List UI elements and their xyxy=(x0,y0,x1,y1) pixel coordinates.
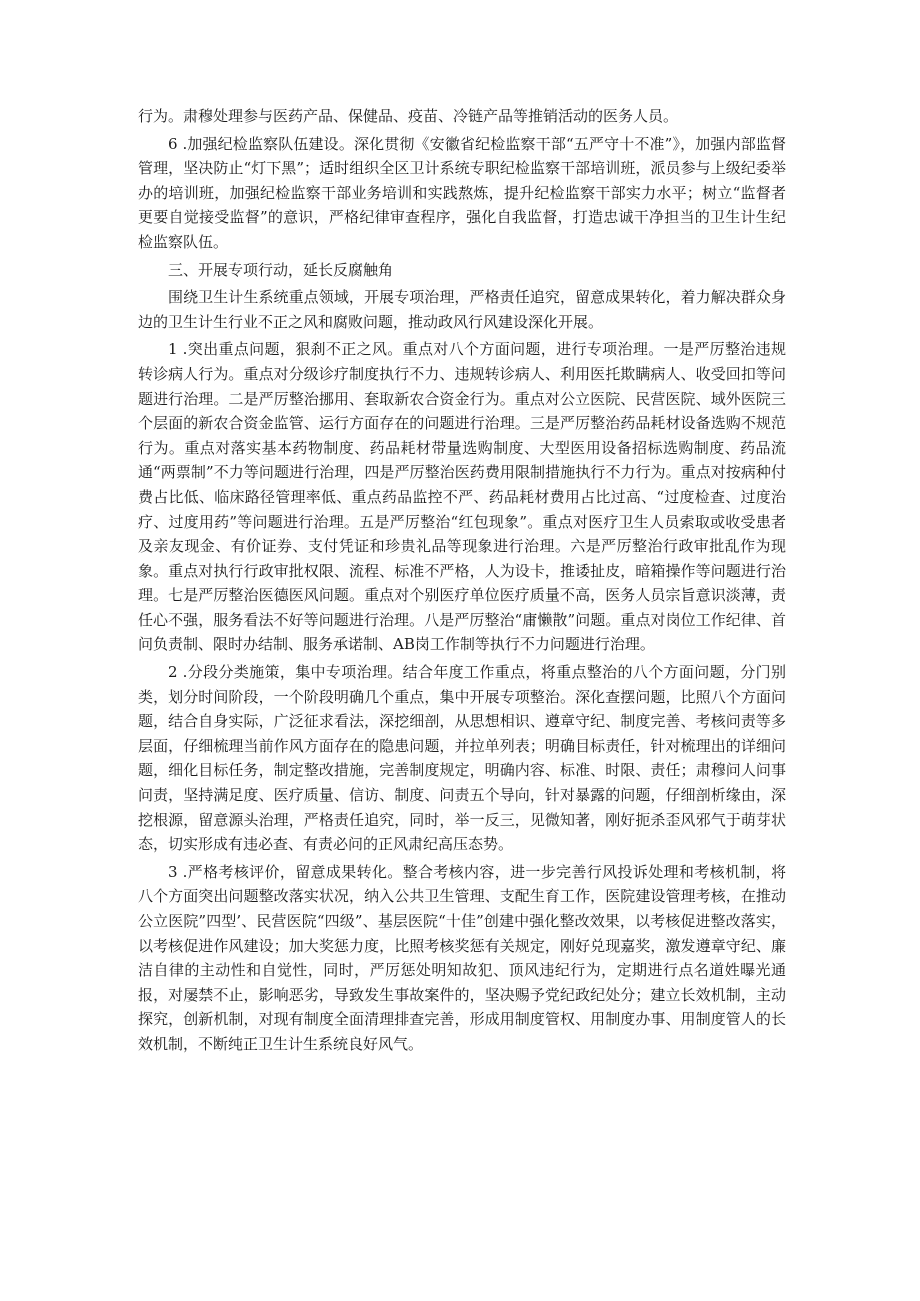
section-heading-3: 三、开展专项行动，延长反腐触角 xyxy=(168,260,394,279)
paragraph-discipline-team: 6 .加强纪检监察队伍建设。深化贯彻《安徽省纪检监察干部“五严守十不准”》，加强内部监督管理，坚决防止“灯下黑”；适时组织全区卫计系统专职纪检监察干部培训班，派员参与上级纪委举办的培训班，加强纪检监察干部业务培训和实践熬炼，提升纪检监察干部实力水平；树立“监督者更要自觉接受监督”的意识，严格纪律审查程序，强化自我监督，打造忠诚干净担当的卫生计生纪检监察队伍。 xyxy=(138,134,786,251)
paragraph-phased-governance: 2 .分段分类施策，集中专项治理。结合年度工作重点，将重点整治的八个方面问题，分门别类，划分时间阶段，一个阶段明确几个重点，集中开展专项整治。深化查摆问题，比照八个方面问题，结合自身实际，广泛征求看法，深挖细剖，从思想相识、遵章守纪、制度完善、考核问责等多层面，仔细梳理当前作风方面存在的隐患问题，并拉单列表；明确目标责任，针对梳理出的详细问题，细化目标任务，制定整改措施，完善制度规定，明确内容、标准、时限、责任；肃穆问人问事问责，坚持满足度、医疗质量、信访、制度、问责五个导向，针对暴露的问题，仔细剖析缘由，深挖根源，留意源头治理，严格责任追究，同时，举一反三，见微知著，刚好扼杀歪风邪气于萌芽状态，切实形成有违必查、有责必问的正风肃纪高压态势。 xyxy=(138,663,786,854)
paragraph-continuation: 行为。肃穆处理参与医药产品、保健品、疫苗、冷链产品等推销活动的医务人员。 xyxy=(138,107,679,125)
paragraph-assessment: 3 .严格考核评价，留意成果转化。整合考核内容，进一步完善行风投诉处理和考核机制，将八个方面突出问题整改落实状况，纳入公共卫生管理、支配生育工作，医院建设管理考核，在推动公立医院”四型’、民营医院“四级”、基层医院“十佳”创建中强化整改效果，以考核促进整改落实，以考核促进作风建设；加大奖惩力度，比照考核奖惩有关规定，刚好兑现嘉奖，激发遵章守纪、廉洁自律的主动性和自觉性，同时，严厉惩处明知故犯、顶风违纪行为，定期进行点名道姓曝光通报，对屡禁不止，影响恶劣，导致发生事故案件的，坚决赐予党纪政纪处分；建立长效机制，主动探究，创新机制，对现有制度全面清理排查完善，形成用制度管权、用制度办事、用制度管人的长效机制，不断纯正卫生计生系统良好风气。 xyxy=(138,862,786,1053)
paragraph-section-intro: 围绕卫生计生系统重点领域，开展专项治理，严格责任追究，留意成果转化，着力解决群众身边的卫生计生行业不正之风和腐败问题，推动政风行风建设深化开展。 xyxy=(138,288,786,331)
document-body xyxy=(138,104,786,1060)
paragraph-key-issues: 1 .突出重点问题，狠刹不正之风。重点对八个方面问题，进行专项治理。一是严厉整治违规转诊病人行为。重点对分级诊疗制度执行不力、违规转诊病人、利用医托欺瞒病人、收受回扣等问题进行治理。二是严厉整治挪用、套取新农合资金行为。重点对公立医院、民营医院、域外医院三个层面的新农合资金监管、运行方面存在的问题进行治理。三是严厉整治药品耗材设备选购不规范行为。重点对落实基本药物制度、药品耗材带量选购制度、大型医用设备招标选购制度、药品流通“两票制”不力等问题进行治理，四是严厉整治医药费用限制措施执行不力行为。重点对按病种付费占比低、临床路径管理率低、重点药品监控不严、药品耗材费用占比过高、“过度检查、过度治疗、过度用药”等问题进行治理。五是严厉整治“红包现象”。重点对医疗卫生人员索取或收受患者及亲友现金、有价证券、支付凭证和珍贵礼品等现象进行治理。六是严厉整治行政审批乱作为现象。重点对执行行政审批权限、流程、标准不严格，人为设卡，推诿扯皮，暗箱操作等问题进行治理。七是严厉整治医德医风问题。重点对个别医疗单位医疗质量不高，医务人员宗旨意识淡薄，责任心不强，服务看法不好等问题进行治理。八是严厉整治“庸懒散”问题。重点对岗位工作纪律、首问负责制、限时办结制、服务承诺制、AB岗工作制等执行不力问题进行治理。 xyxy=(138,340,786,654)
